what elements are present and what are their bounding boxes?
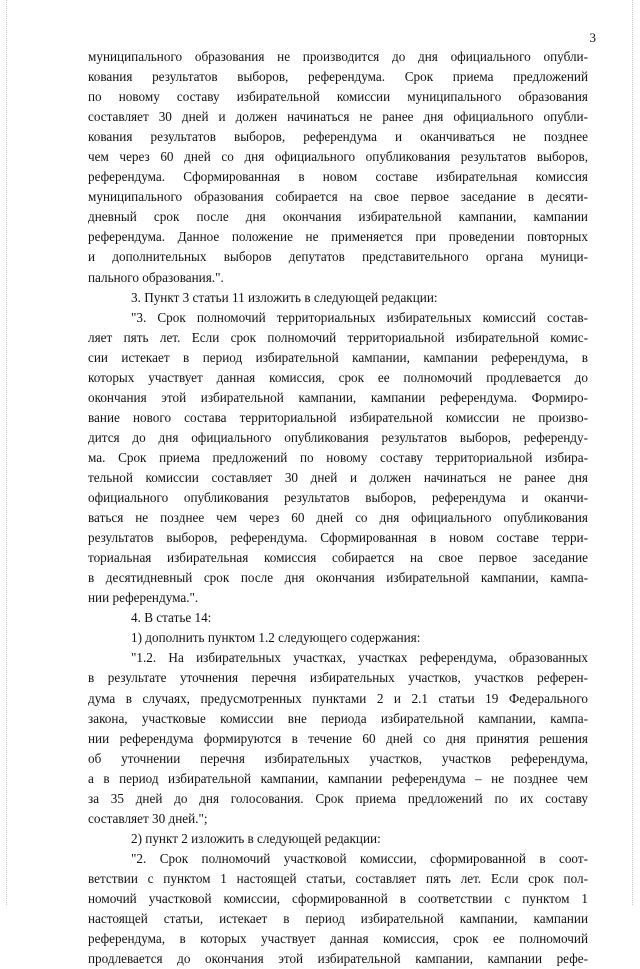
- text-line: окончания этой избирательной кампании, кампании референдума. Формиро-: [88, 389, 588, 405]
- text-line: "3. Срок полномочий территориальных избирательных комиссий состав-: [131, 309, 588, 325]
- text-line: "2. Срок полномочий участковой комиссии, сформированной в соот-: [131, 850, 588, 866]
- text-line: в результате уточнения перечня избирательных участков, участков референ-: [88, 670, 588, 686]
- text-line: референдума. Сформированная в новом составе избирательная комиссия: [88, 169, 588, 185]
- text-line: в десятидневный срок после дня окончания избирательной кампании, кампа-: [88, 570, 588, 586]
- text-line: 1) дополнить пунктом 1.2 следующего содержания:: [131, 630, 421, 646]
- text-line: нии референдума.".: [88, 590, 199, 606]
- text-line: нии референдума формируются в течение 60 дней со дня принятия решения: [88, 730, 588, 746]
- text-line: ма. Срок приема предложений по новому составу территориальной избира-: [88, 449, 588, 465]
- text-line: которых участвует данная комиссия, срок ее полномочий продлевается до: [88, 369, 588, 385]
- text-line: продлевается до окончания этой избирательной кампании, кампании рефе-: [88, 951, 588, 967]
- text-line: вание нового состава территориальной избирательной комиссии не произво-: [88, 409, 588, 425]
- text-line: ляет пять лет. Если срок полномочий территориальной избирательной комис-: [88, 329, 588, 345]
- text-line: а в период избирательной кампании, кампании референдума – не позднее чем: [88, 770, 588, 786]
- text-line: ваться не позднее чем через 60 дней со дня официального опубликования: [88, 510, 588, 526]
- document-body: [88, 47, 588, 969]
- left-scan-edge: [6, 0, 8, 905]
- page-number: 3: [589, 30, 596, 45]
- text-line: чем через 60 дней со дня официального опубликования результатов выборов,: [88, 149, 588, 165]
- text-line: закона, участковые комиссии вне периода избирательной кампании, кампа-: [88, 710, 588, 726]
- text-line: об уточнении перечня избирательных участков, участков референдума,: [88, 750, 588, 766]
- text-line: тельной комиссии составляет 30 дней и должен начинаться не ранее дня: [88, 469, 588, 485]
- text-line: официального опубликования результатов выборов, референдума и оканчи-: [88, 490, 588, 506]
- text-line: "1.2. На избирательных участках, участках референдума, образованных: [131, 650, 588, 666]
- text-line: референдума. Данное положение не применяется при проведении повторных: [88, 229, 588, 245]
- text-line: пального образования.".: [88, 269, 224, 285]
- right-scan-edge: [632, 0, 634, 905]
- text-line: по новому составу избирательной комиссии муниципального образования: [88, 89, 588, 105]
- text-line: муниципального образования собирается на свое первое заседание в десяти-: [88, 189, 588, 205]
- text-line: сии истекает в период избирательной кампании, кампании референдума, в: [88, 349, 588, 365]
- text-line: 3. Пункт 3 статьи 11 изложить в следующей редакции:: [131, 289, 438, 305]
- text-line: настоящей статьи, истекает в период избирательной кампании, кампании: [88, 911, 588, 927]
- text-line: результатов выборов, референдума. Сформированная в новом составе терри-: [88, 530, 588, 546]
- text-line: дума в случаях, предусмотренных пунктами 2 и 2.1 статьи 19 Федерального: [88, 690, 588, 706]
- text-line: 4. В статье 14:: [131, 610, 212, 626]
- text-line: составляет 30 дней и должен начинаться не ранее дня официального опубли-: [88, 109, 588, 125]
- text-line: кования результатов выборов, референдума. Срок приема предложений: [88, 69, 588, 85]
- text-line: составляет 30 дней.";: [88, 810, 208, 826]
- text-line: муниципального образования не производится до дня официального опубли-: [88, 49, 588, 64]
- text-line: кования результатов выборов, референдума и оканчиваться не позднее: [88, 129, 588, 145]
- text-line: ветствии с пунктом 1 настоящей статьи, составляет пять лет. Если срок пол-: [88, 870, 588, 886]
- text-line: за 35 дней до дня голосования. Срок приема предложений по их составу: [88, 790, 588, 806]
- text-line: 2) пункт 2 изложить в следующей редакции:: [131, 830, 381, 846]
- text-line: номочий участковой комиссии, сформированной в соответствии с пунктом 1: [88, 890, 588, 906]
- text-line: дится до дня официального опубликования результатов выборов, референду-: [88, 429, 588, 445]
- text-line: и дополнительных выборов депутатов представительного органа муници-: [88, 249, 588, 265]
- text-line: дневный срок после дня окончания избирательной кампании, кампании: [88, 209, 588, 225]
- text-line: референдума, в которых участвует данная комиссия, срок ее полномочий: [88, 931, 588, 947]
- text-line: ториальная избирательная комиссия собирается на свое первое заседание: [88, 550, 588, 566]
